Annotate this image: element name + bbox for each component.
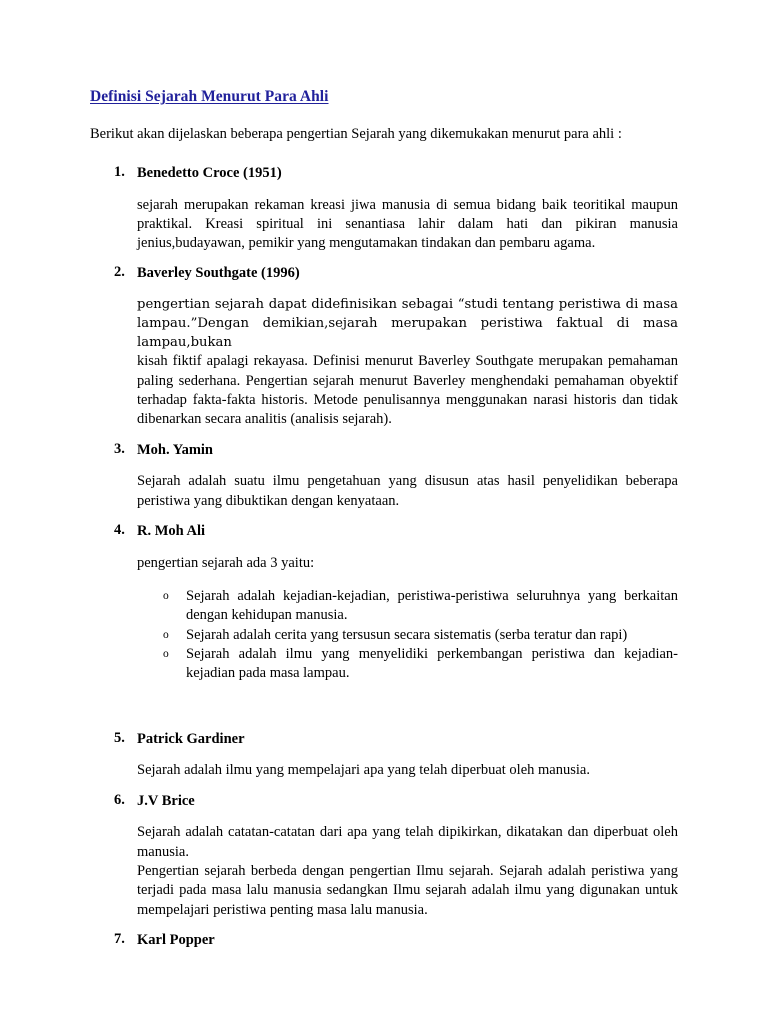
circle-bullet-icon: o: [163, 647, 169, 660]
circle-bullet-icon: o: [163, 590, 169, 603]
paragraph-spacer: [90, 511, 678, 522]
expert-name: Karl Popper: [137, 931, 215, 948]
expert-name: Patrick Gardiner: [137, 730, 245, 747]
expert-paragraph: kisah fiktif apalagi rekayasa. Definisi menurut Baverley Southgate merupakan pemahaman paling sederhana. Pengertian sejarah menurut Baverley menghendaki pemahaman obyektif terhadap fakta-fakta historis. Metode penulisannya menggunakan narasi historis dan tidak dibenarkan secara analitis (analisis sejarah).: [137, 353, 678, 428]
list-marker: 4.: [114, 521, 125, 538]
sub-list-item: [163, 645, 678, 684]
expert-paragraph: Pengertian sejarah berbeda dengan pengertian Ilmu sejarah. Sejarah adalah peristiwa yang terjadi pada masa lalu manusia sedangkan Ilmu sejarah adalah ilmu yang digunakan untuk mempelajari peristiwa penting masa lalu manusia.: [137, 863, 678, 918]
expert-paragraph: Sejarah adalah catatan-catatan dari apa yang telah dipikirkan, dikatakan dan diperbuat oleh manusia.: [137, 824, 678, 860]
paragraph-spacer: [90, 684, 678, 730]
list-marker: 3.: [114, 440, 125, 457]
circle-bullet-icon: o: [163, 628, 169, 641]
expert-paragraph: Sejarah adalah suatu ilmu pengetahuan yang disusun atas hasil penyelidikan beberapa peristiwa yang dibuktikan dengan kenyataan.: [137, 473, 678, 509]
paragraph-spacer: [90, 253, 678, 264]
sub-list: [137, 587, 678, 683]
sub-list-item-text: Sejarah adalah cerita yang tersusun secara sistematis (serba teratur dan rapi): [186, 626, 628, 643]
expert-name: Benedetto Croce (1951): [137, 164, 282, 181]
list-marker: 5.: [114, 729, 125, 746]
paragraph-spacer: [90, 781, 678, 792]
page-title: Definisi Sejarah Menurut Para Ahli: [90, 88, 329, 105]
list-item: [90, 164, 678, 254]
expert-name: R. Moh Ali: [137, 522, 206, 539]
list-marker: 7.: [114, 930, 125, 947]
paragraph-spacer: [90, 430, 678, 441]
expert-name: Moh. Yamin: [137, 441, 213, 458]
list-item: [90, 730, 678, 781]
list-marker: 1.: [114, 163, 125, 180]
list-marker: 6.: [114, 791, 125, 808]
sub-list-item-text: Sejarah adalah ilmu yang menyelidiki perkembangan peristiwa dan kejadian-kejadian pada masa lampau.: [186, 645, 678, 682]
list-item: [90, 931, 678, 950]
expert-name: J.V Brice: [137, 792, 195, 809]
expert-paragraph: pengertian sejarah ada 3 yaitu:: [137, 554, 315, 571]
sub-list-item: [163, 587, 678, 626]
expert-paragraph: Sejarah adalah ilmu yang mempelajari apa yang telah diperbuat oleh manusia.: [137, 762, 590, 779]
intro-paragraph: Berikut akan dijelaskan beberapa pengertian Sejarah yang dikemukakan menurut para ahli :: [90, 125, 622, 142]
expert-paragraph: pengertian sejarah dapat didefinisikan sebagai “studi tentang peristiwa di masa lampau.”Dengan demikian,sejarah merupakan peristiwa faktual di masa lampau,bukan: [137, 297, 678, 350]
list-item: [90, 522, 678, 684]
expert-name: Baverley Southgate (1996): [137, 265, 300, 282]
list-item: [90, 264, 678, 429]
paragraph-spacer: [90, 920, 678, 931]
sub-list-item-text: Sejarah adalah kejadian-kejadian, peristiwa-peristiwa seluruhnya yang berkaitan dengan kehidupan manusia.: [186, 588, 678, 624]
list-item: [90, 792, 678, 920]
list-item: [90, 441, 678, 511]
experts-list: [90, 164, 678, 950]
expert-paragraph: sejarah merupakan rekaman kreasi jiwa manusia di semua bidang baik teoritikal maupun praktikal. Kreasi spiritual ini senantiasa lahir dalam hati dan pikiran manusia jenius,budayawan, pemikir yang mengutamakan tindakan dan pembaru agama.: [137, 196, 678, 252]
list-marker: 2.: [114, 264, 125, 281]
sub-list-item: [163, 626, 678, 645]
